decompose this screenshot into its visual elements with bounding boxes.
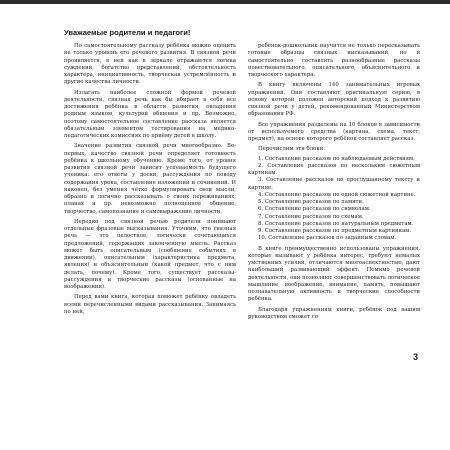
paragraph: Нередко под связной речью родители понимают отдельные фразовые высказывания. Уточним, что связная речь — это целостное, логически сочетающихся предложений, содержащих законченную мысль. Рассказ может быть описательным (сообщение событиях в движении), описательным (характеристика предмета, явления) и объяснительный (какой предмет, что с ним делать, почему). Кроме того, существует рассказы-рассуждения и творческие рассказы (основанные на воображении). [64, 218, 236, 290]
paragraph: Благодаря упражнениям книги, ребёнок под вашим руководством сможет со [248, 306, 420, 320]
paragraph: Излагать наиболее сложной формой речевой деятельности, связная речь как бы вбирает в себя все достижения ребёнка в области развития, овладения родным языком, культурой общения и пр. Возможно, поэтому самостоятельное составление рассказа является обязательным элементом тестирования на медико-педагогических комиссиях по приёму детей в школу. [64, 89, 236, 139]
paragraph: Перечислим эти блоки: [258, 146, 326, 153]
right-column [248, 43, 420, 321]
paragraph: Значение развития связной речи многообразно. Во-первых, качество связной речи определяет готовность ребёнка к школьному обучению. Кроме того, от уровня развития связной речи зависит успеваемость будущего ученика: его ответы у доски, рассуждения по поводу содержания урока, составление изложений и сочинений. И наконец, без умения чётко формулировать свои мысли, образно и логично рассказывать о своих переживаниях, планах и пр. невозможно полноценное общение, творчество, самопознание и самовыражение личности. [64, 143, 236, 215]
page-heading: Уважаемые родители и педагоги! [64, 28, 191, 37]
list-item: 6. Составление рассказов по символам. [258, 206, 371, 213]
list-item: 1. Составление рассказов по наблюдаемым действиям. [258, 155, 415, 162]
list-item: 2. Составление рассказов по нескольким сюжетным картинам. [248, 162, 420, 176]
list-item: 4. Составление рассказов по одной сюжетной картине. [258, 191, 416, 198]
list-item: 8. Составление рассказов по натуральным предметам. [258, 220, 414, 227]
paragraph: В книге преимущественно использованы упражнения, которые вызывают у ребёнка интерес, требуют немалых умственных усилий, отличаются многоаспектностью, дают наибольший развивающий эффект. Помимо речевой деятельности, они позволяют совершенствовать логическое мышление, воображение, внимание, память, повышают познавательную активность и творческие способности ребёнка. [248, 245, 420, 303]
list-item: 10. Составление рассказов по заданным словам. [258, 235, 397, 242]
list-item: 5. Составление рассказов по памяти. [258, 199, 364, 205]
list-item: 7. Составление рассказов по схемам. [258, 213, 364, 220]
page-number: 3 [412, 352, 418, 362]
blocks-list [248, 156, 420, 243]
paragraph: По самостоятельному рассказу ребёнка можно оценить не только уровень его речевого развития. В связной речи проявляется, в ней как в зеркале отражаются логика суждений, богатство представлений, обстоятельность характера, инициативность, творческая устремлённость и другие качества личности. [64, 43, 236, 86]
paragraph: В книгу включены 140 занимательных игровых упражнений. Они составляют оригинальную серию, в основу которой положен авторский подход к развитию связной речи у детей, рекомендованный Министерством образования РФ. [248, 82, 420, 118]
left-column [64, 43, 236, 316]
paragraph: Все упражнения разделены на 10 блоков в зависимости от используемого средства (картина, схема, текст, предмет), на основе которого ребёнок составляет рассказ. [248, 121, 420, 142]
paragraph: Перед вами книга, которая поможет ребёнку овладеть всеми перечисленными видами рассказывания. Занимаясь по ней, [64, 294, 236, 315]
top-rule [0, 0, 450, 4]
paragraph: ребёнок-дошкольник научится не только пересказывать готовые образцы связных высказываний, но и самостоятельно составлять разнообразные рассказы повествовательного, описательного, объяснительного и творческого характера. [248, 43, 420, 78]
list-item: 3. Составление рассказов по прослушанному тексту и картине. [248, 177, 420, 191]
list-item: 9. Составление рассказов по предметным картинкам. [258, 228, 412, 234]
